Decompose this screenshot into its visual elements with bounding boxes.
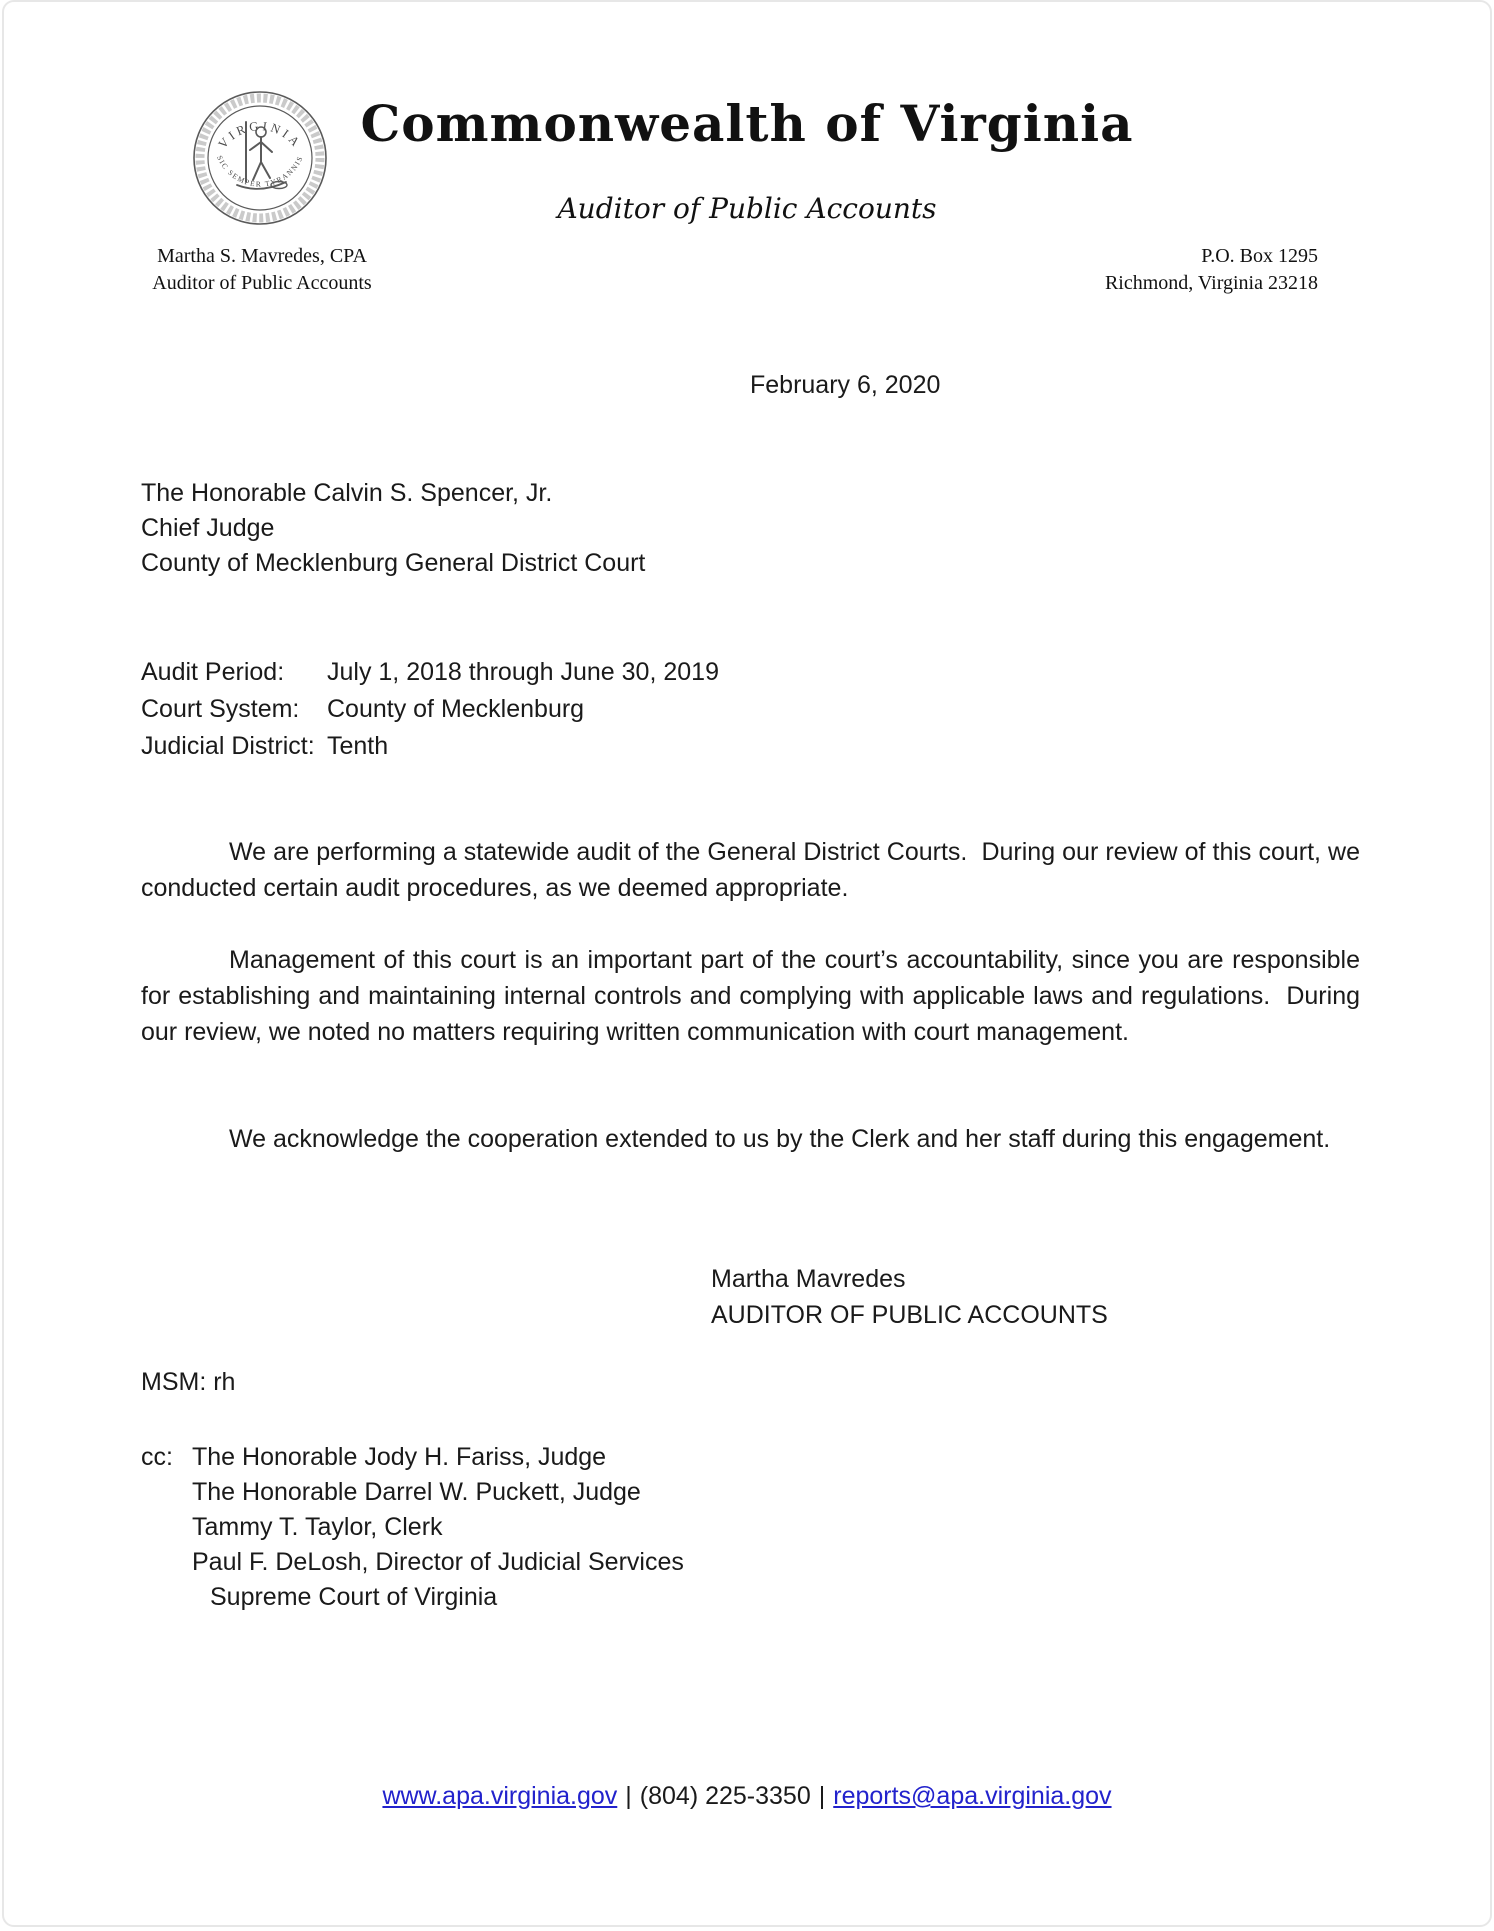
official-title: Auditor of Public Accounts — [152, 272, 372, 294]
website-link[interactable]: www.apa.virginia.gov — [382, 1782, 618, 1810]
seal-top-text: VIRGINIA — [215, 118, 305, 152]
reference-initials: MSM: rh — [141, 1368, 236, 1396]
detail-value: July 1, 2018 through June 30, 2019 — [327, 658, 719, 686]
detail-row-judicial-district — [141, 728, 719, 765]
letter-date: February 6, 2020 — [750, 371, 941, 399]
page-footer — [4, 1782, 1490, 1811]
body-paragraph-2: Management of this court is an important part of the court’s accountability, since you are responsible for establishing and maintaining internal controls and complying with applicable laws and regulations. During our review, we noted no matters requiring written communication with court management. — [141, 946, 1367, 1046]
recipient-title: Chief Judge — [141, 514, 275, 542]
cc-item: The Honorable Jody H. Fariss, Judge — [192, 1443, 607, 1471]
recipient-name: The Honorable Calvin S. Spencer, Jr. — [141, 479, 553, 507]
cc-names — [192, 1440, 684, 1615]
detail-row-audit-period — [141, 654, 719, 691]
official-name: Martha S. Mavredes, CPA — [157, 245, 367, 267]
po-box: P.O. Box 1295 — [1201, 245, 1318, 267]
detail-label: Court System: — [141, 695, 300, 723]
signature-title: AUDITOR OF PUBLIC ACCOUNTS — [711, 1301, 1108, 1329]
cc-block — [141, 1440, 684, 1615]
return-address — [1105, 243, 1318, 297]
footer-separator: | — [625, 1782, 632, 1810]
page-subtitle: Auditor of Public Accounts — [557, 192, 937, 225]
cc-item: Tammy T. Taylor, Clerk — [192, 1513, 443, 1541]
recipient-court: County of Mecklenburg General District Court — [141, 549, 646, 577]
city-state-zip: Richmond, Virginia 23218 — [1104, 272, 1318, 294]
detail-value: County of Mecklenburg — [327, 695, 585, 723]
official-info — [112, 243, 412, 297]
seal-bottom-text: SIC SEMPER TYRANNIS — [215, 154, 305, 189]
body-paragraph-3: We acknowledge the cooperation extended to us by the Clerk and her staff during this engagement. — [229, 1125, 1331, 1153]
audit-details — [141, 654, 719, 765]
letter-page — [2, 0, 1492, 1927]
cc-label: cc: — [141, 1443, 173, 1471]
cc-item: Supreme Court of Virginia — [210, 1583, 498, 1611]
email-link[interactable]: reports@apa.virginia.gov — [833, 1782, 1112, 1810]
body-paragraph-1: We are performing a statewide audit of the General District Courts. During our review of this court, we conducted certain audit procedures, as we deemed appropriate. — [141, 838, 1367, 902]
detail-label: Audit Period: — [141, 658, 285, 686]
signature-name: Martha Mavredes — [711, 1265, 906, 1293]
detail-label: Judicial District: — [141, 732, 315, 760]
phone-number: (804) 225-3350 — [639, 1782, 811, 1810]
detail-row-court-system — [141, 691, 719, 728]
recipient-block — [141, 476, 645, 581]
footer-separator: | — [818, 1782, 826, 1810]
page-title: Commonwealth of Virginia — [360, 94, 1134, 153]
signature-block — [711, 1261, 1108, 1333]
detail-value: Tenth — [327, 732, 389, 760]
cc-item: The Honorable Darrel W. Puckett, Judge — [192, 1478, 641, 1506]
cc-item: Paul F. DeLosh, Director of Judicial Services — [192, 1548, 684, 1576]
